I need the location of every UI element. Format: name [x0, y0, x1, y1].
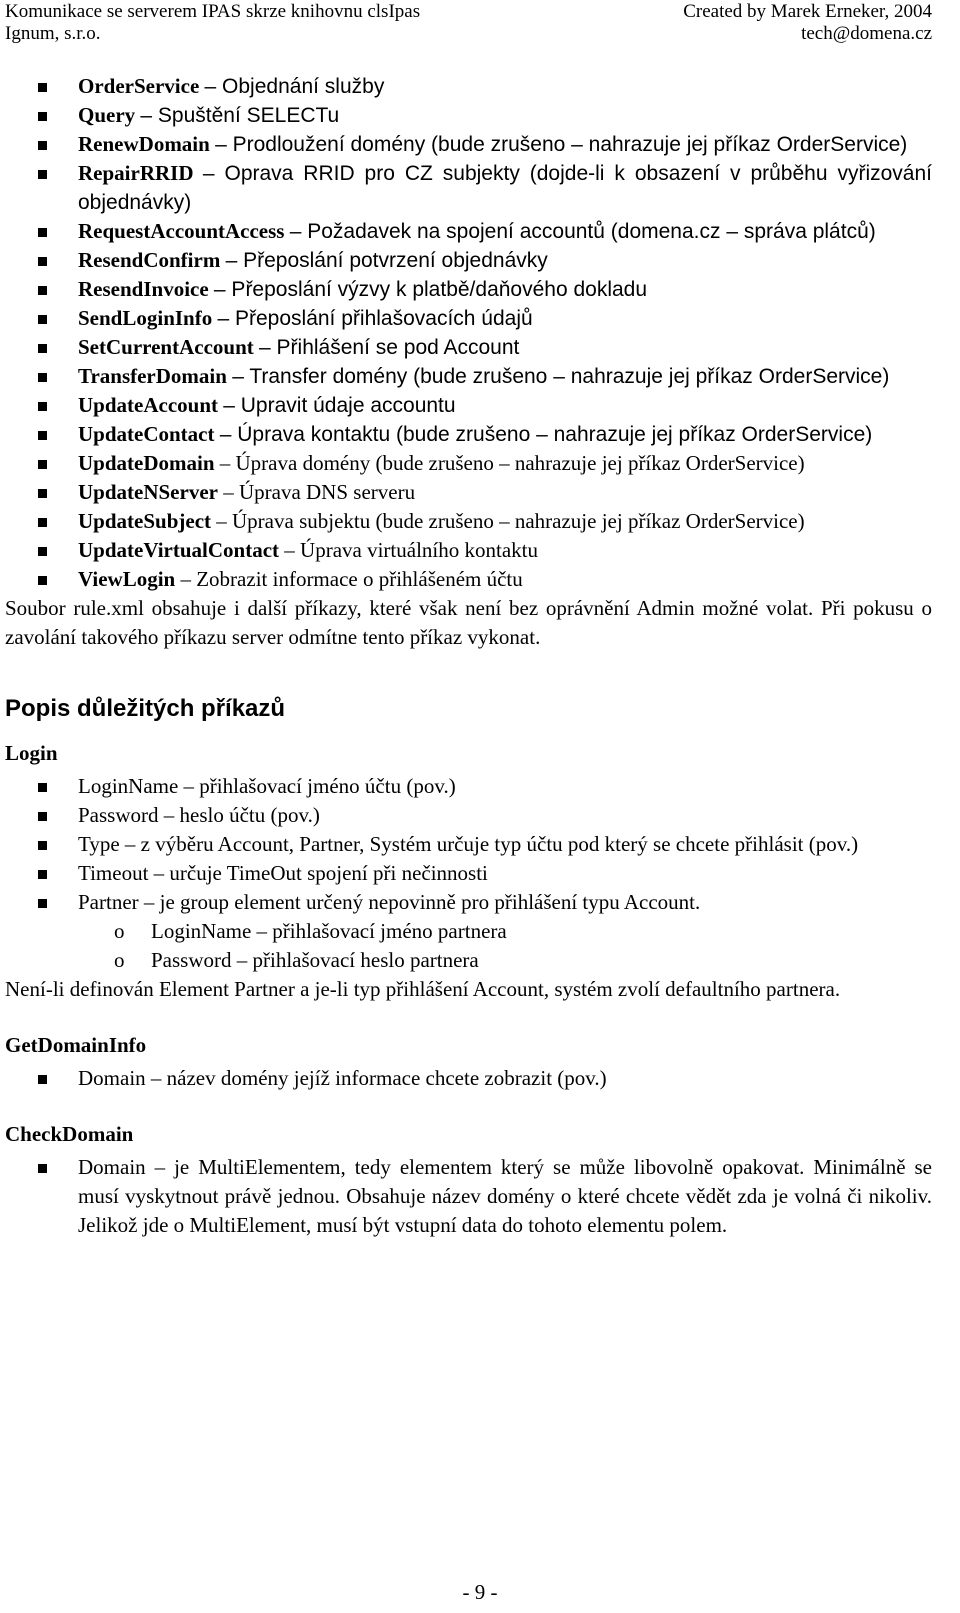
command-name: ResendConfirm	[78, 248, 221, 272]
command-item-updatesubject	[5, 507, 932, 536]
getdomaininfo-params	[5, 1064, 932, 1093]
command-desc: – Přeposlání přihlašovacích údajů	[217, 307, 533, 330]
login-param-loginname	[5, 772, 932, 801]
command-item-updatedomain	[5, 449, 932, 478]
square-bullet-icon	[38, 112, 47, 121]
command-item-resendconfirm	[5, 246, 932, 275]
login-params	[5, 772, 932, 917]
square-bullet-icon	[38, 489, 47, 498]
command-desc: – Požadavek na spojení accountů (domena.cz – správa plátců)	[289, 220, 876, 243]
square-bullet-icon	[38, 460, 47, 469]
square-bullet-icon	[38, 870, 47, 879]
command-name: UpdateAccount	[78, 393, 218, 417]
square-bullet-icon	[38, 344, 47, 353]
square-bullet-icon	[38, 547, 47, 556]
square-bullet-icon	[38, 402, 47, 411]
square-bullet-icon	[38, 373, 47, 382]
header-company: Ignum, s.r.o.	[5, 23, 101, 44]
rule-note: Soubor rule.xml obsahuje i další příkazy, které však není bez oprávnění Admin možné volat. Při pokusu o zavolání takového příkazu server odmítne tento příkaz vykonat.	[5, 596, 932, 649]
command-item-requestaccountaccess	[5, 217, 932, 246]
square-bullet-icon	[38, 257, 47, 266]
command-item-transferdomain	[5, 362, 932, 391]
header-author: Created by Marek Erneker, 2004	[683, 1, 932, 22]
command-name: RequestAccountAccess	[78, 219, 285, 243]
command-desc: – Oprava RRID pro CZ subjekty (dojde-li k obsazení v průběhu vyřizování objednávky)	[78, 162, 933, 214]
command-desc: – Úprava subjektu (bude zrušeno – nahrazuje jej příkaz OrderService)	[216, 509, 805, 533]
page-number: - 9 -	[462, 1580, 498, 1604]
command-name: UpdateSubject	[78, 509, 212, 533]
square-bullet-icon	[38, 841, 47, 850]
command-name: SendLoginInfo	[78, 306, 213, 330]
login-heading: Login	[5, 741, 58, 765]
command-name: UpdateContact	[78, 422, 215, 446]
command-desc: – Úprava domény (bude zrušeno – nahrazuje jej příkaz OrderService)	[219, 451, 805, 475]
command-name: SetCurrentAccount	[78, 335, 254, 359]
partner-param-password	[5, 946, 932, 975]
param-text: Type – z výběru Account, Partner, Systém určuje typ účtu pod který se chcete přihlásit (pov.)	[78, 832, 859, 856]
square-bullet-icon	[38, 1075, 47, 1084]
command-list	[5, 72, 932, 594]
command-desc: – Prodloužení domény (bude zrušeno – nahrazuje jej příkaz OrderService)	[215, 133, 908, 156]
command-desc: – Úprava virtuálního kontaktu	[284, 538, 538, 562]
command-name: RepairRRID	[78, 161, 194, 185]
command-name: ViewLogin	[78, 567, 176, 591]
command-name: ResendInvoice	[78, 277, 209, 301]
partner-param-loginname	[5, 917, 932, 946]
command-desc: – Objednání služby	[204, 75, 385, 98]
square-bullet-icon	[38, 518, 47, 527]
login-param-partner	[5, 888, 932, 917]
command-item-renewdomain	[5, 130, 932, 159]
command-item-orderservice	[5, 72, 932, 101]
command-desc: – Transfer domény (bude zrušeno – nahrazuje jej příkaz OrderService)	[232, 365, 890, 388]
command-item-query	[5, 101, 932, 130]
document-body	[5, 72, 932, 1240]
command-desc: – Úprava DNS serveru	[223, 480, 416, 504]
checkdomain-params	[5, 1153, 932, 1240]
command-desc: – Přeposlání výzvy k platbě/daňového dokladu	[213, 278, 648, 301]
login-param-type	[5, 830, 932, 859]
param-text: Domain – je MultiElementem, tedy elementem který se může libovolně opakovat. Minimálně se musí vyskytnout právě jednou. Obsahuje název domény o které chcete vědět zda je volná či nikoliv. Jelikož jde o MultiElement, musí být vstupní data do tohoto elementu polem.	[78, 1155, 932, 1237]
square-bullet-icon	[38, 170, 47, 179]
square-bullet-icon	[38, 812, 47, 821]
command-desc: – Úprava kontaktu (bude zrušeno – nahrazuje jej příkaz OrderService)	[219, 423, 873, 446]
command-desc: – Přeposlání potvrzení objednávky	[225, 249, 548, 272]
square-bullet-icon	[38, 899, 47, 908]
param-text: Timeout – určuje TimeOut spojení při nečinnosti	[78, 861, 488, 885]
param-text: LoginName – přihlašovací jméno partnera	[151, 919, 507, 943]
command-item-viewlogin	[5, 565, 932, 594]
square-bullet-icon	[38, 141, 47, 150]
command-name: RenewDomain	[78, 132, 210, 156]
header-email: tech@domena.cz	[801, 23, 932, 44]
command-name: UpdateVirtualContact	[78, 538, 280, 562]
login-param-timeout	[5, 859, 932, 888]
square-bullet-icon	[38, 228, 47, 237]
command-item-updatevirtualcontact	[5, 536, 932, 565]
command-name: TransferDomain	[78, 364, 227, 388]
command-name: UpdateDomain	[78, 451, 215, 475]
square-bullet-icon	[38, 315, 47, 324]
param-text: Partner – je group element určený nepovinně pro přihlášení typu Account.	[78, 890, 701, 914]
circle-bullet-icon: o	[114, 948, 125, 972]
circle-bullet-icon: o	[114, 919, 125, 943]
command-item-updatecontact	[5, 420, 932, 449]
command-desc: – Přihlášení se pod Account	[259, 336, 520, 359]
header-title: Komunikace se serverem IPAS skrze knihovnu clsIpas	[5, 1, 421, 22]
checkdomain-heading: CheckDomain	[5, 1122, 134, 1146]
command-item-updateaccount	[5, 391, 932, 420]
command-item-resendinvoice	[5, 275, 932, 304]
section-title: Popis důležitých příkazů	[5, 695, 286, 722]
command-desc: – Zobrazit informace o přihlášeném účtu	[180, 567, 523, 591]
param-text: Domain – název domény jejíž informace chcete zobrazit (pov.)	[78, 1066, 607, 1090]
square-bullet-icon	[38, 83, 47, 92]
square-bullet-icon	[38, 431, 47, 440]
command-item-repairrrid	[5, 159, 932, 217]
checkdomain-param-domain	[5, 1153, 932, 1240]
command-item-updatenserver	[5, 478, 932, 507]
command-name: OrderService	[78, 74, 200, 98]
login-param-password	[5, 801, 932, 830]
param-text: Password – heslo účtu (pov.)	[78, 803, 320, 827]
login-note: Není-li definován Element Partner a je-li typ přihlášení Account, systém zvolí defaultního partnera.	[5, 977, 841, 1001]
param-text: LoginName – přihlašovací jméno účtu (pov.)	[78, 774, 456, 798]
command-desc: – Spuštění SELECTu	[140, 104, 340, 127]
command-desc: – Upravit údaje accountu	[223, 394, 456, 417]
square-bullet-icon	[38, 1164, 47, 1173]
param-text: Password – přihlašovací heslo partnera	[151, 948, 479, 972]
getdomaininfo-param-domain	[5, 1064, 932, 1093]
command-item-sendlogininfo	[5, 304, 932, 333]
command-item-setcurrentaccount	[5, 333, 932, 362]
getdomaininfo-heading: GetDomainInfo	[5, 1033, 147, 1057]
square-bullet-icon	[38, 783, 47, 792]
square-bullet-icon	[38, 576, 47, 585]
square-bullet-icon	[38, 286, 47, 295]
partner-params	[5, 917, 932, 975]
command-name: Query	[78, 103, 136, 127]
command-name: UpdateNServer	[78, 480, 218, 504]
